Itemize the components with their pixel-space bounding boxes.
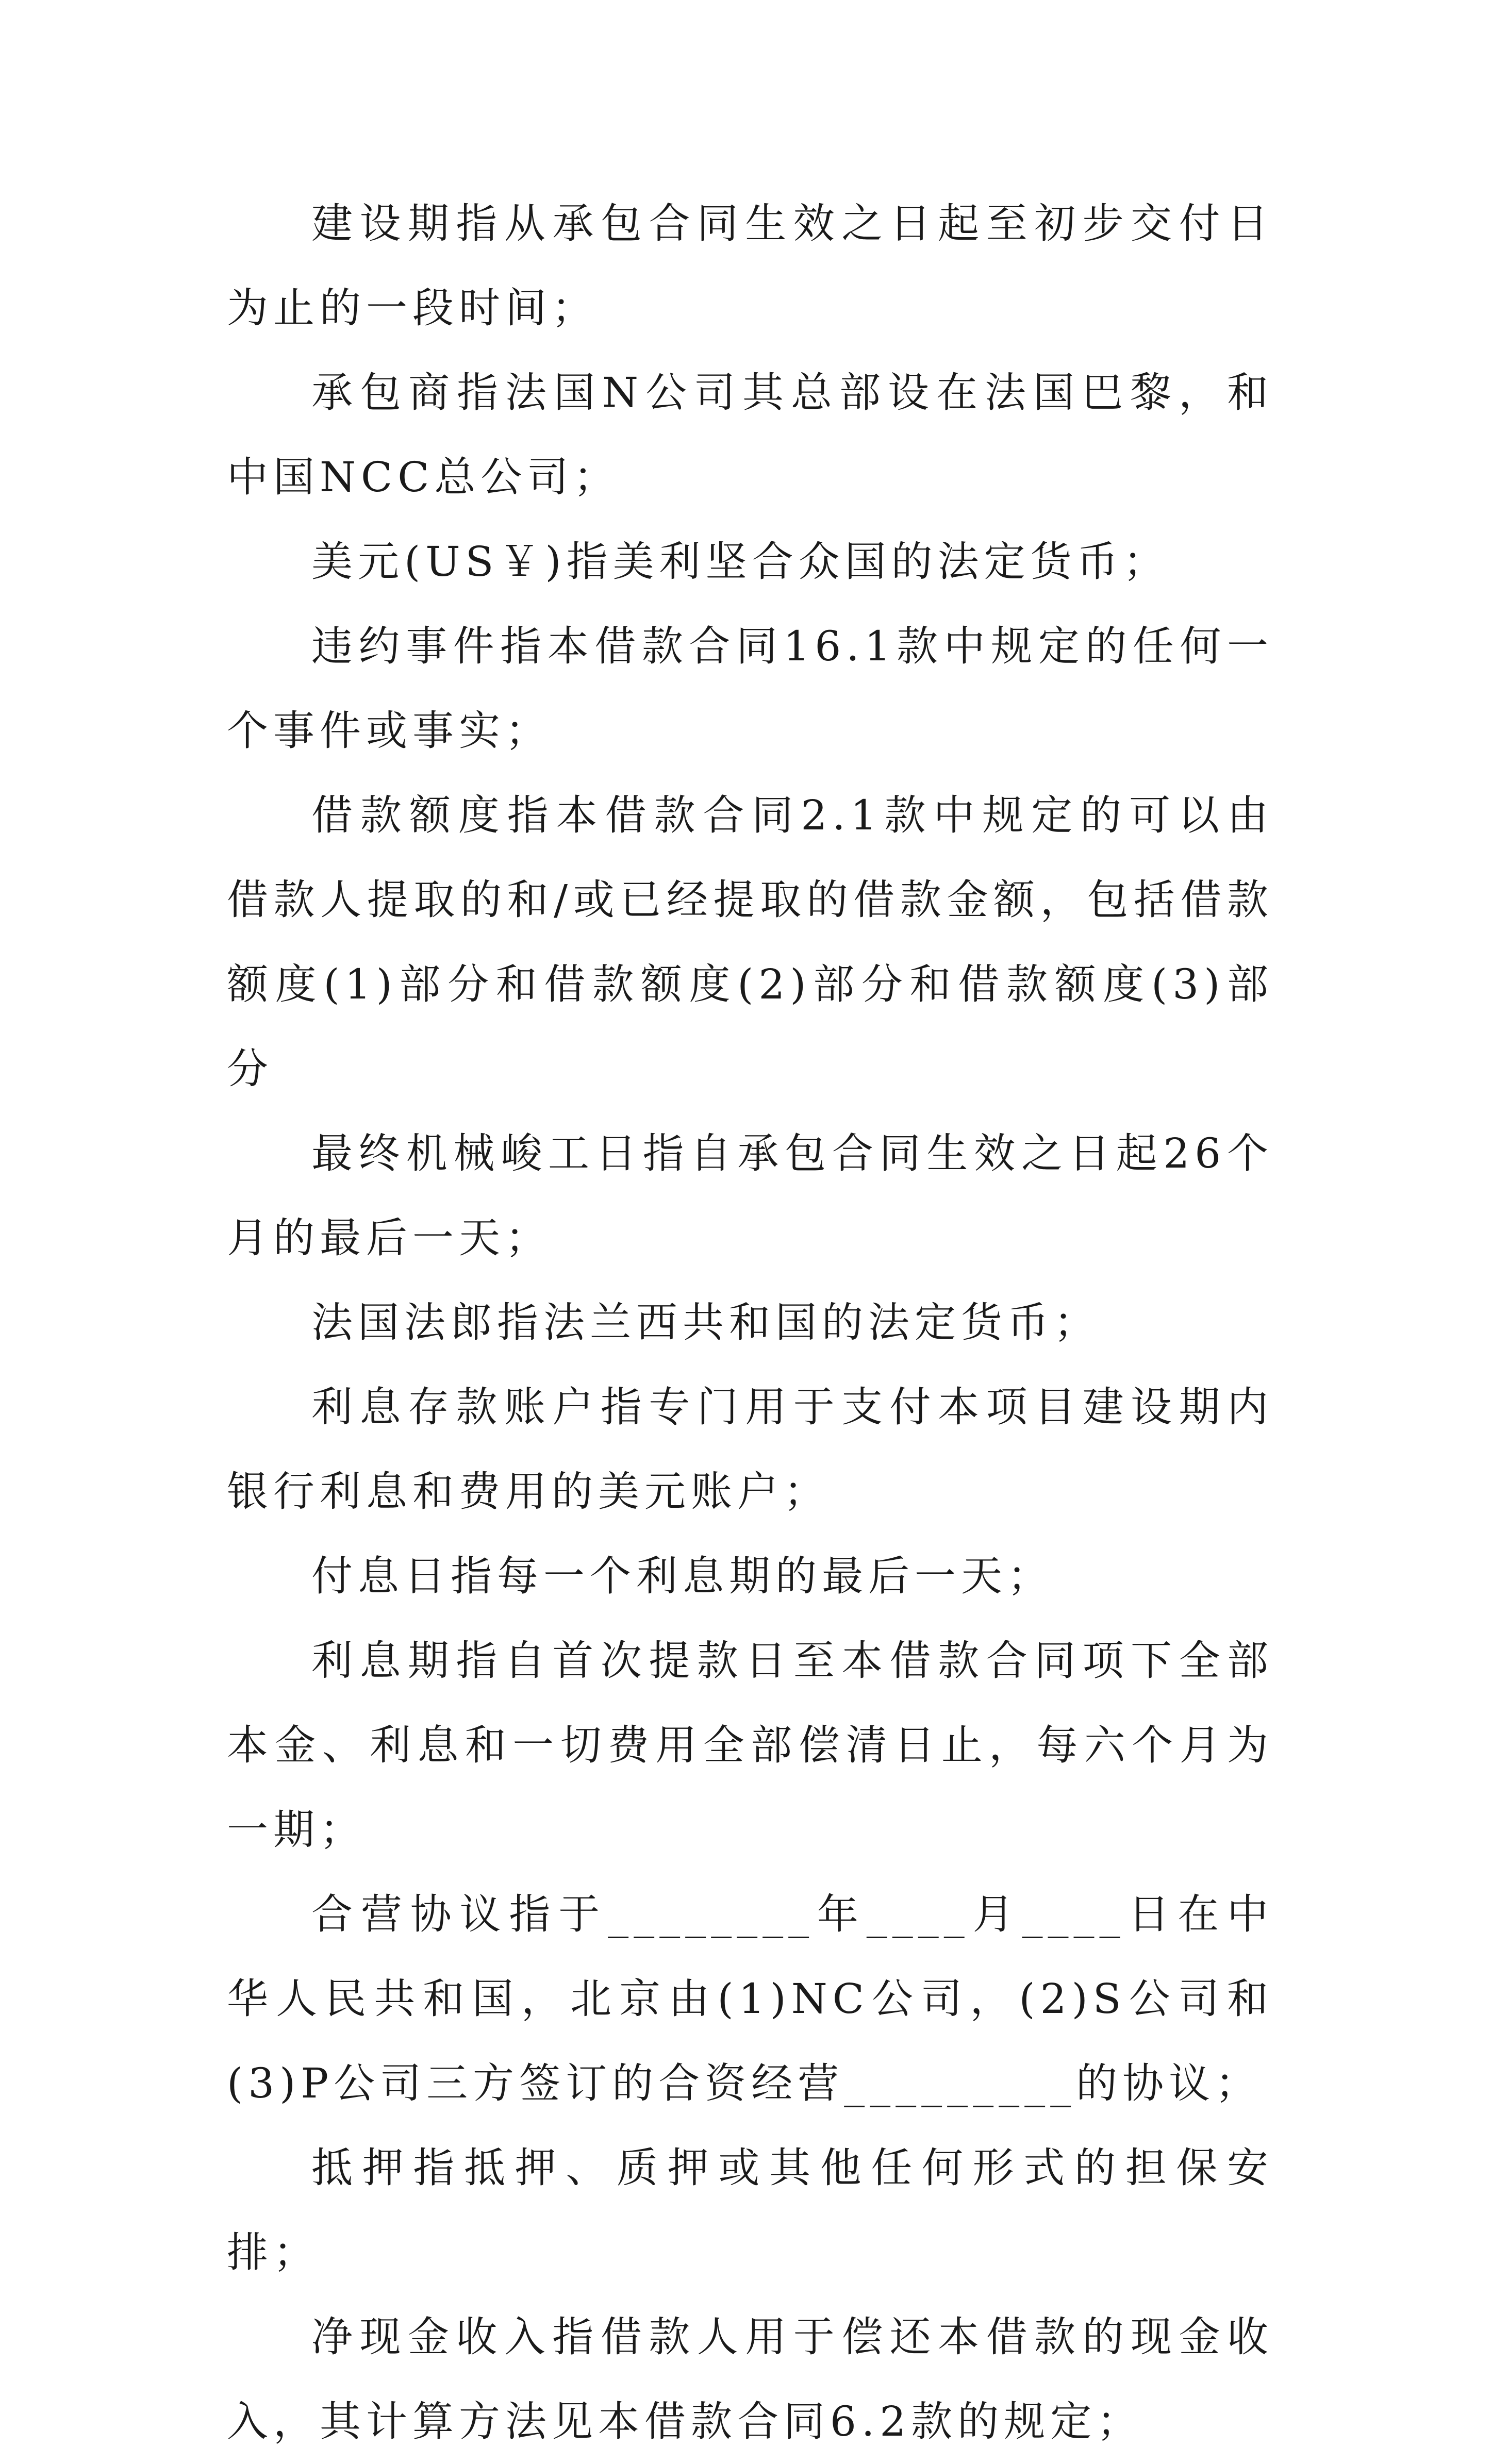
- definition-paragraph-interest-payment-date: 付息日指每一个利息期的最后一天；: [311, 1552, 1054, 1600]
- definition-paragraph-security: 抵押指抵押、质押或其他任何形式的担保安排；: [227, 2144, 1273, 2276]
- definition-paragraph-construction-period: 建设期指从承包合同生效之日起至初步交付日为止的一段时间；: [227, 199, 1273, 332]
- definition-paragraph-us-dollar: 美元(US￥)指美利坚合众国的法定货币；: [311, 538, 1170, 586]
- definition-paragraph-event-of-default: 违约事件指本借款合同16.1款中规定的任何一个事件或事实；: [227, 622, 1273, 755]
- definition-paragraph-contractor: 承包商指法国N公司其总部设在法国巴黎，和中国NCC总公司；: [227, 369, 1273, 501]
- definition-paragraph-joint-venture-agreement: 合营协议指于________年____月____日在中华人民共和国，北京由(1)NC公司，(2)S公司和(3)P公司三方签订的合资经营_________的协议；: [227, 1890, 1273, 2107]
- definition-paragraph-french-franc: 法国法郎指法兰西共和国的法定货币；: [311, 1298, 1100, 1346]
- definition-paragraph-interest-period: 利息期指自首次提款日至本借款合同项下全部本金、利息和一切费用全部偿清日止，每六个月为一期；: [227, 1637, 1273, 1854]
- definition-paragraph-interest-account: 利息存款账户指专门用于支付本项目建设期内银行利息和费用的美元账户；: [227, 1383, 1273, 1516]
- document-body: [227, 181, 1273, 2464]
- definition-paragraph-loan-facility: 借款额度指本借款合同2.1款中规定的可以由借款人提取的和/或已经提取的借款金额，包括借款额度(1)部分和借款额度(2)部分和借款额度(3)部分: [227, 791, 1273, 1093]
- definition-paragraph-net-cash-income: 净现金收入指借款人用于偿还本借款的现金收入，其计算方法见本借款合同6.2款的规定；: [227, 2313, 1273, 2445]
- definition-paragraph-final-completion-date: 最终机械峻工日指自承包合同生效之日起26个月的最后一天；: [227, 1129, 1273, 1262]
